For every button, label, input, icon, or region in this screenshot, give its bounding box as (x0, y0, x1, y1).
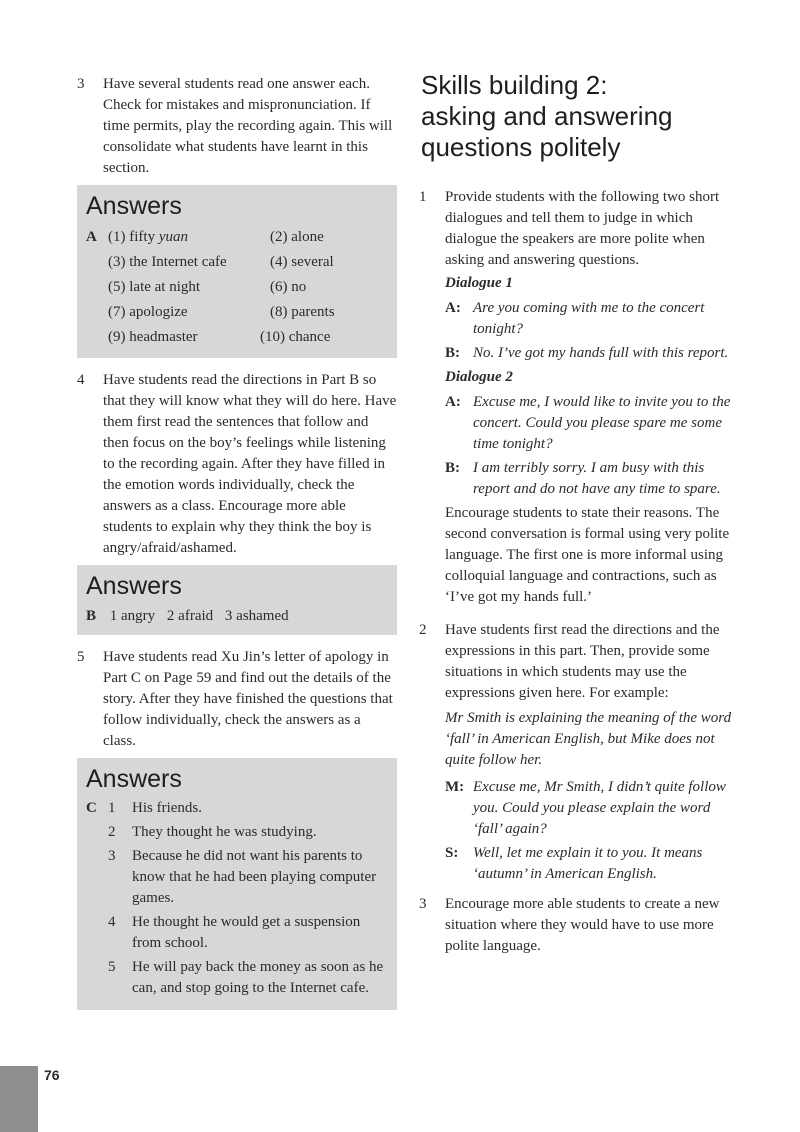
speaker-label: S: (445, 845, 459, 861)
answer-item: 1 angry (109, 608, 156, 624)
dialogue-heading: Dialogue 1 (445, 275, 513, 291)
title-line: Skills building 2: (421, 70, 608, 100)
section-label: B (86, 608, 97, 624)
item-number: 3 (77, 76, 85, 92)
answer-cell (108, 225, 270, 250)
item-text: Have students first read the directions and the expressions in this part. Then, provide some situations in which students may use the expressions given here. For example: (445, 622, 720, 701)
instruction-item-3 (77, 74, 397, 179)
answers-box-c (77, 758, 397, 1010)
section-label: A (86, 229, 97, 245)
item-body (445, 187, 741, 614)
scenario-text: Mr Smith is explaining the meaning of the word ‘fall’ in American English, but Mike does not quite follow her. (445, 710, 732, 768)
answer-row (86, 225, 388, 250)
answer-cell: (10) chance (260, 329, 331, 345)
dialogue-text: Excuse me, I would like to invite you to the concert. Could you please spare me some time tonight? (473, 394, 731, 452)
item-number: 1 (419, 189, 427, 205)
answers-heading: Answers (86, 765, 182, 793)
answers-c-list (86, 798, 388, 999)
speaker-label: B: (445, 345, 460, 361)
answer-cell: (5) late at night (108, 279, 201, 295)
title-line: asking and answering (421, 101, 673, 131)
item-number: 5 (77, 649, 85, 665)
section-title (421, 70, 741, 163)
dialogue-text: Are you coming with me to the concert tonight? (473, 300, 705, 337)
answer-cell: (3) the Internet cafe (108, 254, 227, 270)
item-text: Have several students read one answer each. Check for mistakes and mispronunciation. If time permits, play the recording again. This will consolidate what students have learnt in this section. (103, 76, 393, 176)
answer-text: Because he did not want his parents to know that he had been playing computer games. (132, 848, 377, 906)
answer-row (86, 846, 388, 909)
speaker-label: M: (445, 779, 465, 795)
answer-row (86, 822, 388, 843)
answers-box-a (77, 185, 397, 358)
dialogue-line (445, 458, 741, 500)
dialogue-line (445, 343, 741, 364)
answer-row (86, 798, 388, 819)
answer-cell: (2) alone (270, 229, 324, 245)
item-text: Provide students with the following two short dialogues and tell them to judge in which dialogue the speakers are more polite when asking and answering questions. (445, 189, 720, 268)
answer-text: His friends. (132, 800, 202, 816)
answer-item: 3 ashamed (224, 608, 289, 624)
answer-cell: (8) parents (270, 304, 335, 320)
answer-cell: (9) headmaster (108, 329, 198, 345)
answer-number: 2 (108, 824, 116, 840)
item-text: Encourage more able students to create a new situation where they would have to use more polite language. (445, 896, 720, 954)
answer-text: (1) fifty (108, 229, 159, 245)
answer-number: 1 (108, 800, 116, 816)
item-text: Have students read the directions in Part B so that they will know what they will do here. Have them first read the sentences that follow and then focus on the boy’s feelings while listening to the recording again. After they have filled in the emotion words individually, check the answers as a class. Encourage more able students to explain why they think the boy is angry/afraid/ashamed. (103, 372, 397, 556)
title-line: questions politely (421, 132, 621, 162)
page-corner-bar (0, 1066, 38, 1132)
answer-cell: (7) apologize (108, 304, 188, 320)
dialogue-line (445, 843, 741, 885)
instruction-item-3-right (419, 894, 741, 957)
dialogue-line (445, 298, 741, 340)
answer-cell: (4) several (270, 254, 334, 270)
answer-row (86, 250, 388, 275)
item-number: 3 (419, 896, 427, 912)
dialogue-text: Excuse me, Mr Smith, I didn’t quite follow you. Could you please explain the word ‘fall’ again? (473, 779, 726, 837)
answer-row (86, 957, 388, 999)
speaker-label: A: (445, 394, 461, 410)
answer-cell: (6) no (270, 279, 307, 295)
answer-text: He thought he would get a suspension from school. (132, 914, 361, 951)
instruction-item-5 (77, 647, 397, 752)
dialogue-line (445, 392, 741, 455)
answers-heading: Answers (86, 192, 182, 220)
item-body (445, 620, 741, 888)
item-number: 2 (419, 622, 427, 638)
answers-heading: Answers (86, 572, 182, 600)
right-column (419, 70, 741, 963)
answers-a-grid (86, 225, 388, 350)
answer-text: They thought he was studying. (132, 824, 317, 840)
left-column (77, 74, 397, 1010)
instruction-item-2 (419, 620, 741, 888)
answers-box-b (77, 565, 397, 635)
speaker-label: B: (445, 460, 460, 476)
answer-row (86, 325, 388, 350)
dialogue-text: Well, let me explain it to you. It means ‘autumn’ in American English. (473, 845, 703, 882)
dialogue-heading: Dialogue 2 (445, 369, 513, 385)
section-label: C (86, 800, 97, 816)
explanation-text: Encourage students to state their reasons. The second conversation is formal using very polite language. The first one is more informal using colloquial language and contractions, such as ‘I’ve got my hands full.’ (445, 505, 730, 605)
answer-row (86, 275, 388, 300)
answers-b-line (86, 605, 388, 627)
answer-number: 3 (108, 848, 116, 864)
instruction-item-4 (77, 370, 397, 559)
answer-text: He will pay back the money as soon as he can, and stop going to the Internet cafe. (132, 959, 384, 996)
answer-number: 5 (108, 959, 116, 975)
dialogue-text: I am terribly sorry. I am busy with this report and do not have any time to spare. (473, 460, 721, 497)
dialogue-text: No. I’ve got my hands full with this report. (473, 345, 729, 361)
answer-number: 4 (108, 914, 116, 930)
answer-italic: yuan (158, 229, 188, 245)
dialogue-line (445, 777, 741, 840)
page-number: 76 (44, 1067, 60, 1083)
instruction-item-1 (419, 187, 741, 614)
answer-item: 2 afraid (166, 608, 214, 624)
item-number: 4 (77, 372, 85, 388)
answer-row (86, 912, 388, 954)
answer-row (86, 300, 388, 325)
item-text: Have students read Xu Jin’s letter of apology in Part C on Page 59 and find out the details of the story. After they have finished the questions that follow individually, check the answers as a class. (103, 649, 393, 749)
speaker-label: A: (445, 300, 461, 316)
